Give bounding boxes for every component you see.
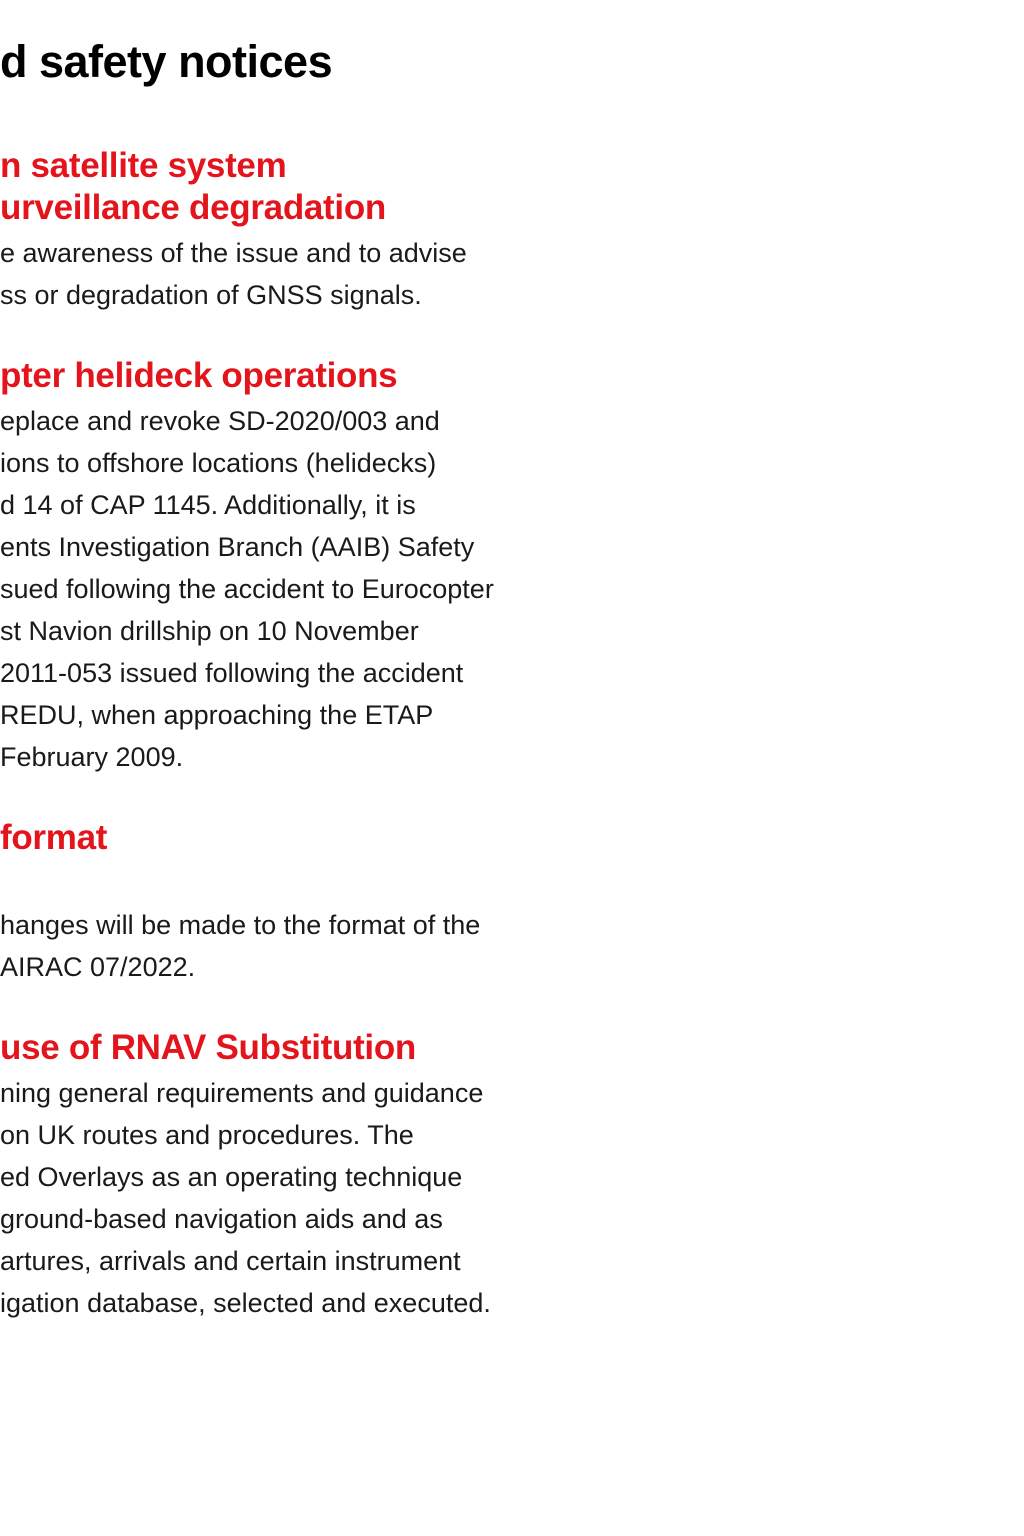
body-line: on UK routes and procedures. The xyxy=(0,1120,414,1150)
heading-line: urveillance degradation xyxy=(0,188,386,227)
section-heading-format xyxy=(0,817,107,859)
body-line: ss or degradation of GNSS signals. xyxy=(0,280,422,310)
body-line: ions to offshore locations (helidecks) xyxy=(0,448,437,478)
body-line: REDU, when approaching the ETAP xyxy=(0,700,434,730)
page-title: d safety notices xyxy=(0,36,333,87)
body-line: igation database, selected and executed. xyxy=(0,1288,491,1318)
body-line: hanges will be made to the format of the xyxy=(0,910,481,940)
section-heading-gnss xyxy=(0,145,386,229)
body-line: e awareness of the issue and to advise xyxy=(0,238,467,268)
body-line: ed Overlays as an operating technique xyxy=(0,1162,463,1192)
body-line: February 2009. xyxy=(0,742,184,772)
heading-line: format xyxy=(0,818,108,857)
body-line: ents Investigation Branch (AAIB) Safety xyxy=(0,532,475,562)
body-line: sued following the accident to Eurocopter xyxy=(0,574,494,604)
body-line: st Navion drillship on 10 November xyxy=(0,616,419,646)
body-line: AIRAC 07/2022. xyxy=(0,952,196,982)
section-heading-rnav xyxy=(0,1027,416,1069)
body-line: ground-based navigation aids and as xyxy=(0,1204,443,1234)
body-line: ning general requirements and guidance xyxy=(0,1078,484,1108)
section-body-rnav xyxy=(0,1072,491,1324)
section-body-helideck xyxy=(0,400,494,778)
body-line: eplace and revoke SD-2020/003 and xyxy=(0,406,440,436)
body-line: artures, arrivals and certain instrument xyxy=(0,1246,461,1276)
body-line: 2011-053 issued following the accident xyxy=(0,658,464,688)
section-heading-helideck xyxy=(0,355,397,397)
heading-line: use of RNAV Substitution xyxy=(0,1028,417,1067)
section-body-gnss xyxy=(0,232,467,316)
heading-line: n satellite system xyxy=(0,146,287,185)
heading-line: pter helideck operations xyxy=(0,356,398,395)
section-body-format xyxy=(0,904,480,988)
body-line: d 14 of CAP 1145. Additionally, it is xyxy=(0,490,416,520)
